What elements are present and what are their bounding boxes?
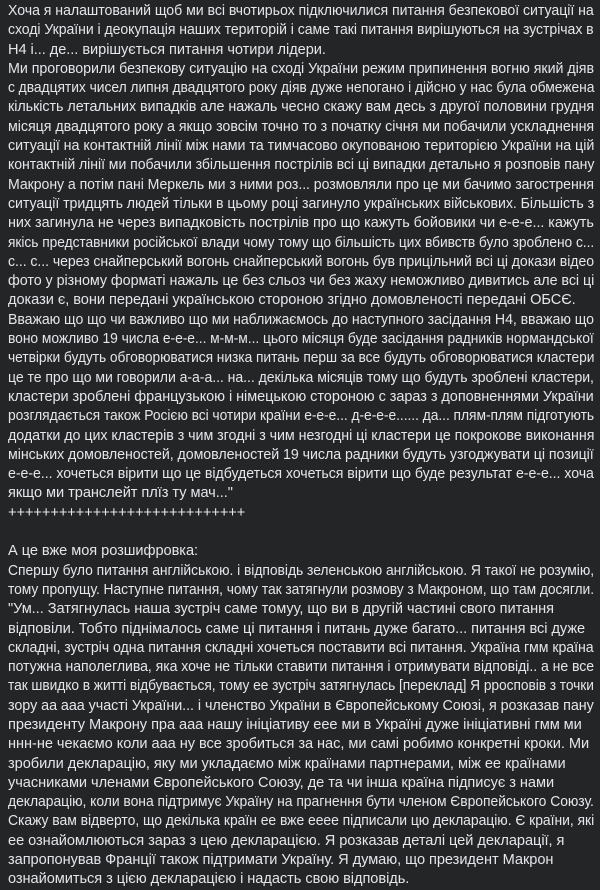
text-line: Спершу було питання англійською. і відповідь зеленською англійською. Я такої не розумію,	[8, 562, 595, 579]
text-line: четвірки будуть обговорюватися низка питань перш за все будуть обговорюватися кластери	[8, 350, 595, 367]
text-line: запропонував Франції також підтримати Україну. Я думаю, що президент Макрон	[8, 852, 554, 869]
author-transcript	[8, 542, 594, 889]
text-line: якщо ми транслейт плїз ту мач..."	[8, 485, 233, 502]
text-line: тому пропущу. Наступне питання, чому так затягнули розмову з Макроном, що там досягли.	[8, 581, 594, 598]
text-line: ннн-не чекаємо коли ааа ну все зробиться за нас, ми самі робимо конкретні кроки. Ми	[8, 736, 590, 753]
text-line: місяця двадцятого року а якщо зовсім точно то з початку січня ми побачили ускладнення	[8, 118, 595, 135]
text-line: с двадцятих чисел липня двадцятого року діяв дуже непогано і дійсно у нас була обмежена	[8, 80, 595, 97]
text-line: ее ознайомлюються зараз з цею декларацією. Я розказав деталі цей декларації, я	[8, 832, 565, 849]
quote-transcript	[8, 2, 594, 523]
paragraph-spacer	[8, 523, 594, 542]
text-line: Ми проговорили безпекову ситуацію на сході України режим припинення вогню який діяв	[8, 60, 594, 77]
text-line: контактній лінії ми побачили збільшення пострілів всі ці випадки детально я розповів пану	[8, 157, 595, 174]
text-line: ознайомиться з цією декларацією і надасть свою відповідь.	[8, 871, 410, 888]
text-line: ситуації тридцять людей тільки в цьому році загинуло українських військових. Більшість з	[8, 195, 595, 212]
text-line: зору аа ааа участі України... і членство України в Європейському Союзі, я розказав пану	[8, 697, 594, 714]
text-line: кількість летальних випадків але нажаль чесно скажу вам десь з другої половини грудня	[8, 99, 595, 116]
text-line: "Ум... Затягнулась наша зустріч саме томуу, що ви в другій частині свого питання	[8, 601, 555, 618]
text-line: додатки до цих кластерів з чим згодні з чим незгодні ці кластери це покрокове виконання	[8, 427, 595, 444]
text-line: так швидко в житті відбувається, тому ее зустріч затягнулась [переклад] Я рросповів з точки	[8, 678, 594, 695]
text-line: докази є, вони передані українською стороною згідно домовленості передані ОБСЄ.	[8, 292, 576, 309]
text-line: учасниками членами Європейського Союзу, де та чи інша країна підписує з нами	[8, 774, 555, 791]
text-line: ситуації на контактній лінії між нами та тимчасово окупованою територією України на цій	[8, 138, 595, 155]
text-line: Хоча я налаштований щоб ми всі вчотирьох підключилися питання безпекової ситуації на	[8, 3, 594, 19]
text-line: воно можливо 19 числа е-е-е... м-м-м... цього місяця буде засідання радників нормандської	[8, 331, 594, 348]
text-line: Макрону а потім пані Меркель ми з ними роз... розмовляли про це ми бачимо загострення	[8, 176, 594, 193]
text-line: Скажу вам відверто, що декілька країн ее вже ееее підписали цю декларацію. Є країни, які	[8, 813, 595, 830]
text-line: це те про що ми говорили а-а-а... на... декілька місяців тому що будуть зроблені кластери,	[8, 369, 594, 386]
text-line: декларацію, коли вона підтримує Україну на прагнення бути членом Європейського Союзу.	[8, 794, 594, 811]
text-line: ++++++++++++++++++++++++++++	[8, 504, 246, 521]
text-line: зробили декларацію, яку ми укладаємо між країнами партнерами, між ее країнами	[8, 755, 566, 772]
text-line: мінських домовленостей, домовленостей 19 числа радники будуть узгоджувати ці позиції	[8, 446, 594, 463]
text-line: кластери зроблені французькою і німецькою стороною с зараз з доповненнями України	[8, 388, 594, 405]
text-line: сході України і деокупація наших територій і саме такі питання вирішуються на зустрічах в	[8, 22, 594, 39]
text-line: потужна наполеглива, яка хоче не тільки ставити питання і отримувати відповіді.. а не все	[8, 659, 595, 676]
text-line: відповіли. Тобто піднімалось саме ці питання і питань дуже багато... питання всі дуже	[8, 620, 586, 637]
text-line: них загинула не через випадковість пострілів про що кажуть бойовики чи е-е-е... кажуть	[8, 215, 594, 232]
text-line: складні, зустріч одна питання складні хочеться поставити всі питання. Україна гмм країна	[8, 639, 594, 656]
text-line: Вважаю що що чи важливо що ми наближаємось до наступного засідання Н4, вважаю що	[8, 311, 594, 328]
text-line: е-е-е... хочеться вірити що це відбудеться хочеться вірити що буде результат е-е-е... хоча	[8, 466, 594, 483]
text-line: Н4 і... де... вирішується питання чотири лідери.	[8, 41, 326, 58]
text-line: якісь представники російської влади чому тому що більшість цих вбивств було зроблено с...	[8, 234, 595, 251]
text-line: А це вже моя розшифровка:	[8, 543, 199, 560]
text-line: розглядається також Росією всі чотири країни е-е-е... д-е-е-е...... да... плям-плям підготують	[8, 408, 595, 425]
post-text	[8, 2, 594, 890]
text-line: президенту Макрону пра ааа нашу ініціативу еее ми в Україні дуже ініціативні гмм ми	[8, 716, 582, 733]
text-line: с... с... через снайперський вогонь снайперський вогонь був прицільний всі ці докази відео	[8, 253, 595, 270]
text-line: фото у різному форматі нажаль це без сльоз чи без жаху неможливо дивитись але всі ці	[8, 273, 595, 290]
